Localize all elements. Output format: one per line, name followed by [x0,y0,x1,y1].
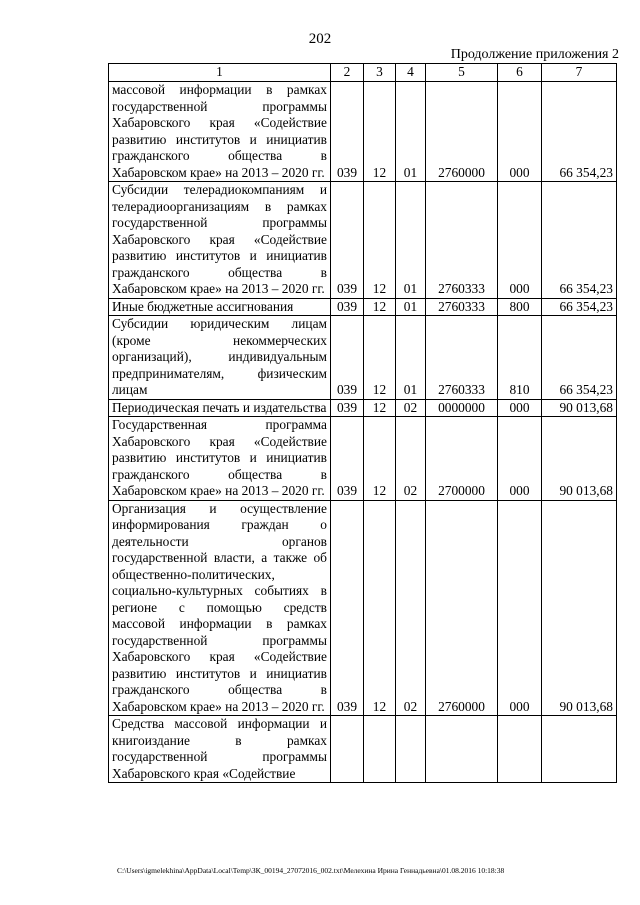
target-article-code [426,716,498,783]
table-row [109,399,617,417]
page-number: 202 [308,31,332,47]
subsection-code: 02 [396,417,426,501]
ministry-code: 039 [331,298,364,316]
table-row [109,316,617,400]
amount: 90 013,68 [542,500,617,716]
expense-type-code: 000 [498,399,542,417]
amount: 66 354,23 [542,298,617,316]
ministry-code: 039 [331,399,364,417]
target-article-code: 2760333 [426,298,498,316]
ministry-code: 039 [331,182,364,299]
budget-table [108,63,617,783]
table-row [109,298,617,316]
subsection-code: 01 [396,82,426,182]
subsection-code: 01 [396,316,426,400]
column-header: 3 [364,64,396,82]
expense-type-code: 810 [498,316,542,400]
amount: 90 013,68 [542,399,617,417]
item-name: Средства массовой информации и книгоиздание в рамках государственной программы Хабаровского края «Содействие [109,716,331,783]
target-article-code: 2760000 [426,500,498,716]
expense-type-code: 000 [498,500,542,716]
table-row [109,82,617,182]
section-code: 12 [364,182,396,299]
section-code [364,716,396,783]
amount: 66 354,23 [542,182,617,299]
ministry-code: 039 [331,82,364,182]
item-name: массовой информации в рамках государственной программы Хабаровского края «Содействие развитию институтов и инициатив гражданского общества в Хабаровском крае» на 2013 – 2020 гг. [109,82,331,182]
expense-type-code [498,716,542,783]
target-article-code: 2700000 [426,417,498,501]
item-name: Организация и осуществление информирования граждан о деятельности органов государственной власти, а также об общественно-политических, социально-культурных событиях в регионе с помощью средств массовой информации в рамках государственной программы Хабаровского края «Содействие развитию институтов и инициатив гражданского общества в Хабаровском крае» на 2013 – 2020 гг. [109,500,331,716]
ministry-code: 039 [331,500,364,716]
target-article-code: 0000000 [426,399,498,417]
section-code: 12 [364,417,396,501]
subsection-code: 01 [396,298,426,316]
column-header: 2 [331,64,364,82]
column-header: 5 [426,64,498,82]
expense-type-code: 800 [498,298,542,316]
expense-type-code: 000 [498,182,542,299]
amount: 66 354,23 [542,316,617,400]
section-code: 12 [364,298,396,316]
table-row [109,716,617,783]
column-header: 4 [396,64,426,82]
item-name: Субсидии юридическим лицам (кроме некоммерческих организаций), индивидуальным предпринимателям, физическим лицам [109,316,331,400]
target-article-code: 2760000 [426,82,498,182]
expense-type-code: 000 [498,82,542,182]
amount [542,716,617,783]
amount: 90 013,68 [542,417,617,501]
subsection-code [396,716,426,783]
section-code: 12 [364,316,396,400]
item-name: Государственная программа Хабаровского края «Содействие развитию институтов и инициатив гражданского общества в Хабаровском крае» на 2013 – 2020 гг. [109,417,331,501]
subsection-code: 02 [396,500,426,716]
table-row [109,182,617,299]
column-header: 6 [498,64,542,82]
target-article-code: 2760333 [426,316,498,400]
item-name: Периодическая печать и издательства [109,399,331,417]
section-code: 12 [364,399,396,417]
subsection-code: 01 [396,182,426,299]
column-header: 1 [109,64,331,82]
section-code: 12 [364,500,396,716]
target-article-code: 2760333 [426,182,498,299]
item-name: Субсидии телерадиокомпаниям и телерадиоорганизациям в рамках государственной программы Хабаровского края «Содействие развитию институтов и инициатив гражданского общества в Хабаровском крае» на 2013 – 2020 гг. [109,182,331,299]
column-header: 7 [542,64,617,82]
ministry-code: 039 [331,316,364,400]
footer-file-path: C:\Users\igmelekhina\AppData\Local\Temp\ЗК_00194_27072016_002.txt\Мелехина Ирина Геннадьевна\01.08.2016 10:18:38 [117,866,505,875]
continuation-note: Продолжение приложения 2 [450,47,619,62]
amount: 66 354,23 [542,82,617,182]
ministry-code [331,716,364,783]
expense-type-code: 000 [498,417,542,501]
header-row [109,64,617,82]
table-row [109,417,617,501]
section-code: 12 [364,82,396,182]
table-row [109,500,617,716]
item-name: Иные бюджетные ассигнования [109,298,331,316]
ministry-code: 039 [331,417,364,501]
subsection-code: 02 [396,399,426,417]
